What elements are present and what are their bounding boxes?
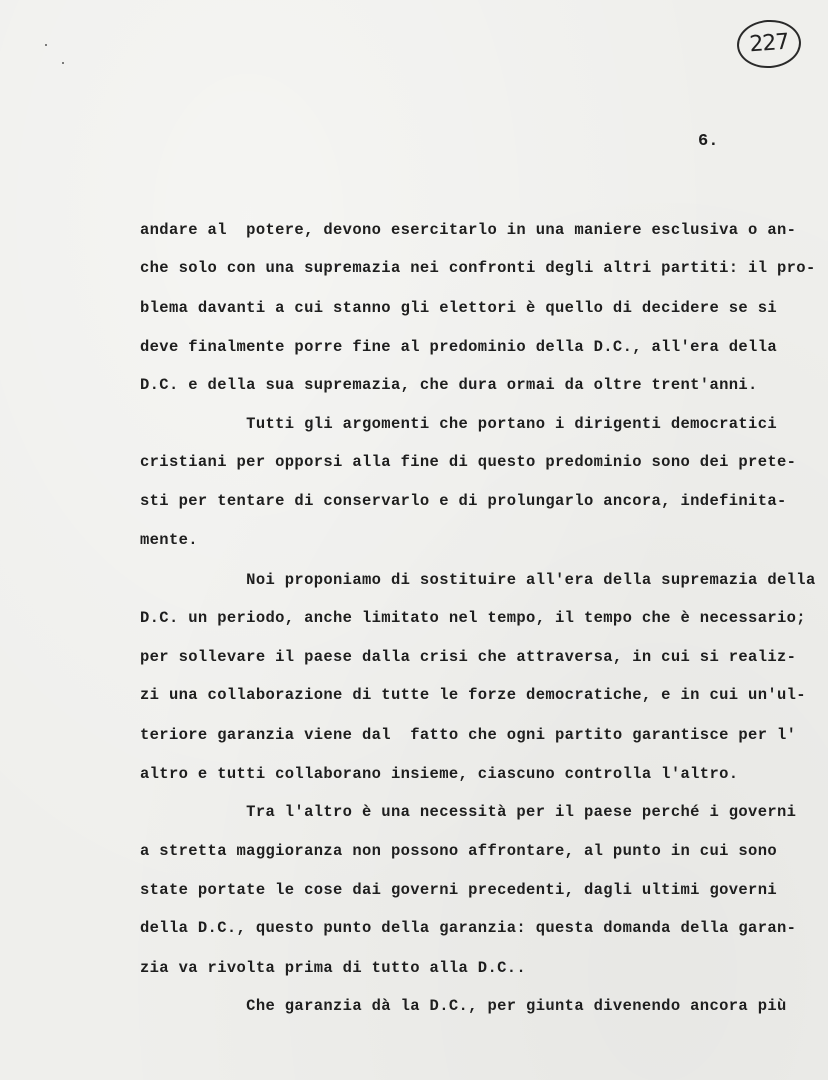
text-line: andare al potere, devono esercitarlo in una maniere esclusiva o an- (140, 221, 797, 239)
text-line: Tra l'altro è una necessità per il paese perché i governi (140, 803, 797, 821)
text-line: cristiani per opporsi alla fine di questo predominio sono dei prete- (140, 453, 797, 471)
page-number: 6. (698, 132, 719, 151)
paper-speck (45, 44, 47, 46)
text-line: mente. (140, 531, 198, 549)
text-line: altro e tutti collaborano insieme, ciascuno controlla l'altro. (140, 765, 739, 783)
text-line: sti per tentare di conservarlo e di prolungarlo ancora, indefinita- (140, 492, 787, 510)
text-line: Che garanzia dà la D.C., per giunta divenendo ancora più (140, 997, 787, 1015)
text-line: della D.C., questo punto della garanzia: questa domanda della garan- (140, 919, 797, 937)
text-line: Tutti gli argomenti che portano i dirigenti democratici (140, 415, 777, 433)
text-line: D.C. un periodo, anche limitato nel tempo, il tempo che è necessario; (140, 609, 806, 627)
text-line: deve finalmente porre fine al predominio della D.C., all'era della (140, 338, 777, 356)
archive-number-stamp: 227 (735, 18, 802, 70)
text-line: zia va rivolta prima di tutto alla D.C.. (140, 959, 527, 977)
text-line: state portate le cose dai governi precedenti, dagli ultimi governi (140, 881, 777, 899)
text-line: teriore garanzia viene dal fatto che ogni partito garantisce per l' (140, 726, 797, 744)
text-line: D.C. e della sua supremazia, che dura ormai da oltre trent'anni. (140, 376, 758, 394)
text-line: blema davanti a cui stanno gli elettori è quello di decidere se si (140, 299, 777, 317)
text-line: per sollevare il paese dalla crisi che attraversa, in cui si realiz- (140, 648, 797, 666)
paper-speck (62, 62, 64, 64)
text-line: che solo con una supremazia nei confronti degli altri partiti: il pro- (140, 259, 816, 277)
text-line: a stretta maggioranza non possono affrontare, al punto in cui sono (140, 842, 777, 860)
text-line: Noi proponiamo di sostituire all'era della supremazia della (140, 571, 816, 589)
text-line: zi una collaborazione di tutte le forze democratiche, e in cui un'ul- (140, 686, 806, 704)
